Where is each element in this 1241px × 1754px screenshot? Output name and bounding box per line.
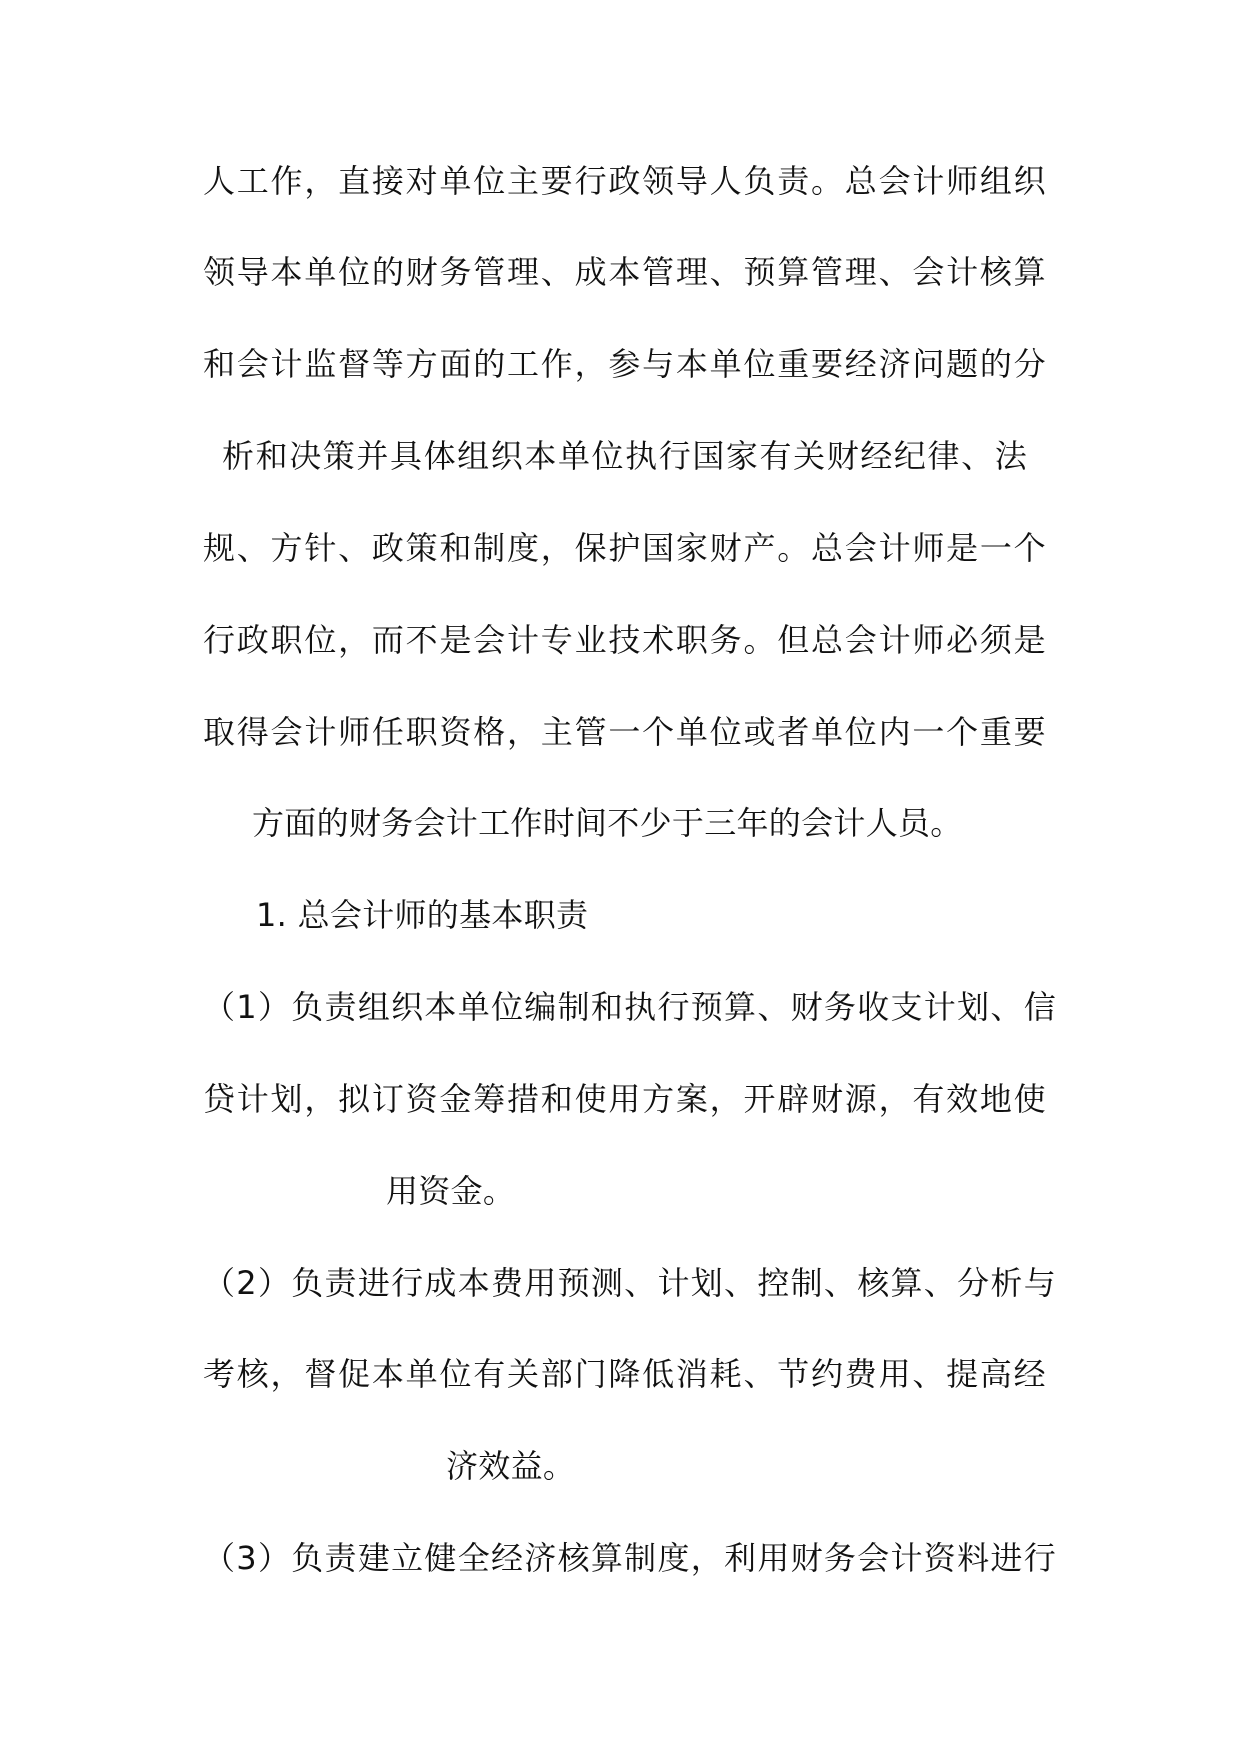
body-text-line: 规、方针、政策和制度，保护国家财产。总会计师是一个 [203, 529, 1046, 567]
list-item-text-line: （2）负责进行成本费用预测、计划、控制、核算、分析与 [203, 1264, 1056, 1302]
body-text-line: 人工作，直接对单位主要行政领导人负责。总会计师组织 [203, 162, 1046, 200]
body-text-line: 和会计监督等方面的工作，参与本单位重要经济问题的分 [203, 345, 1046, 383]
body-text-line: 析和决策并具体组织本单位执行国家有关财经纪律、法 [222, 437, 1027, 475]
list-item-text-line: 贷计划，拟订资金筹措和使用方案，开辟财源，有效地使 [203, 1080, 1046, 1118]
body-text-line: 行政职位，而不是会计专业技术职务。但总会计师必须是 [203, 621, 1046, 659]
list-item-text-line: （1）负责组织本单位编制和执行预算、财务收支计划、信 [203, 988, 1056, 1026]
body-text-line: 方面的财务会计工作时间不少于三年的会计人员。 [252, 804, 963, 842]
list-item-text-line: 济效益。 [446, 1447, 576, 1485]
list-item-text-line: 用资金。 [386, 1172, 516, 1210]
body-text-line: 领导本单位的财务管理、成本管理、预算管理、会计核算 [203, 253, 1046, 291]
body-text-line: 取得会计师任职资格，主管一个单位或者单位内一个重要 [203, 713, 1046, 751]
section-heading: 1. 总会计师的基本职责 [256, 896, 589, 934]
list-item-text-line: （3）负责建立健全经济核算制度，利用财务会计资料进行 [203, 1539, 1056, 1577]
list-item-text-line: 考核，督促本单位有关部门降低消耗、节约费用、提高经 [203, 1355, 1046, 1393]
